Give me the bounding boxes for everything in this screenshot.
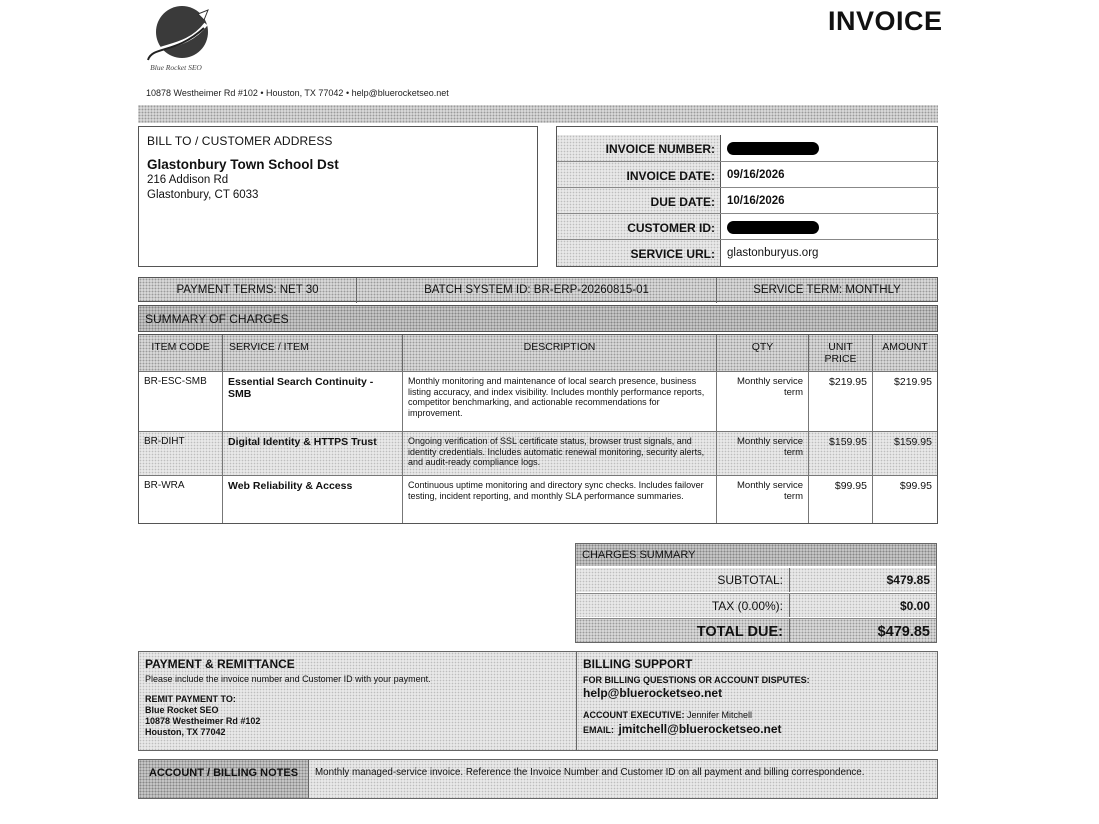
- customer-address-line2: Glastonbury, CT 6033: [147, 189, 259, 201]
- item-qty: Monthly service term: [717, 372, 809, 431]
- bill-to-box: [138, 126, 538, 267]
- rocket-globe-logo-icon: [146, 4, 212, 76]
- col-service-item: SERVICE / ITEM: [223, 335, 403, 371]
- service-url-row: [557, 239, 939, 265]
- payment-note: Please include the invoice number and Customer ID with your payment.: [145, 674, 431, 684]
- item-code: BR-DIHT: [139, 432, 223, 475]
- col-amount: AMOUNT: [882, 341, 928, 353]
- exec-email-label: EMAIL:: [583, 725, 614, 735]
- invoice-date-label: INVOICE DATE:: [557, 162, 721, 188]
- item-code: BR-ESC-SMB: [139, 372, 223, 431]
- col-qty: QTY: [717, 335, 809, 371]
- summary-of-charges-heading: SUMMARY OF CHARGES: [138, 305, 938, 332]
- remit-label: REMIT PAYMENT TO:: [145, 694, 236, 704]
- col-description: DESCRIPTION: [403, 335, 717, 371]
- service-url-value: glastonburyus.org: [727, 247, 819, 259]
- subtotal-row: [576, 568, 936, 592]
- exec-label: ACCOUNT EXECUTIVE:: [583, 710, 685, 720]
- table-header: [139, 335, 937, 371]
- logo-wordmark: Blue Rocket SEO: [150, 63, 202, 72]
- exec-email-line: [583, 720, 931, 738]
- item-service: Essential Search Continuity - SMB: [223, 372, 403, 431]
- charges-summary-heading: CHARGES SUMMARY: [576, 544, 936, 566]
- item-qty: Monthly service term: [717, 432, 809, 475]
- invoice-info-box: [556, 126, 938, 267]
- bill-to-heading: BILL TO / CUSTOMER ADDRESS: [147, 134, 333, 148]
- item-amount: $159.95: [894, 436, 932, 448]
- payment-section: [138, 651, 938, 751]
- total-due-row: [576, 618, 936, 642]
- item-qty: Monthly service term: [717, 476, 809, 523]
- invoice-number-row: [557, 135, 939, 161]
- customer-id-label: CUSTOMER ID:: [557, 214, 721, 240]
- col-unit-price: UNIT PRICE: [809, 335, 873, 371]
- item-service: Digital Identity & HTTPS Trust: [223, 432, 403, 475]
- item-service: Web Reliability & Access: [223, 476, 403, 523]
- notes-label: ACCOUNT / BILLING NOTES: [139, 760, 309, 798]
- item-unit-price: $159.95: [809, 432, 873, 475]
- invoice-date-value: 09/16/2026: [727, 169, 785, 181]
- item-description: Continuous uptime monitoring and directory sync checks. Includes failover testing, incident reporting, and monthly SLA performance summaries.: [403, 476, 717, 523]
- tax-row: [576, 593, 936, 617]
- item-unit-price: $219.95: [809, 372, 873, 431]
- remit-name: Blue Rocket SEO: [145, 705, 219, 715]
- batch-system-id: BATCH SYSTEM ID: BR-ERP-20260815-01: [357, 278, 717, 303]
- item-code: BR-WRA: [139, 476, 223, 523]
- billing-support: [577, 652, 937, 750]
- exec-name: Jennifer Mitchell: [687, 710, 753, 720]
- charges-summary-box: [575, 543, 937, 643]
- payment-terms: PAYMENT TERMS: NET 30: [139, 278, 357, 303]
- redacted-customer-id: [727, 221, 819, 234]
- notes-text: Monthly managed-service invoice. Reference the Invoice Number and Customer ID on all payment and billing correspondence.: [315, 767, 865, 778]
- support-heading: BILLING SUPPORT: [583, 657, 693, 671]
- table-row: [139, 371, 937, 431]
- col-item-code: ITEM CODE: [139, 335, 223, 371]
- payment-heading: PAYMENT & REMITTANCE: [145, 657, 295, 671]
- support-questions: FOR BILLING QUESTIONS OR ACCOUNT DISPUTES:: [583, 675, 810, 685]
- total-due-label: TOTAL DUE:: [576, 619, 790, 642]
- item-unit-price: $99.95: [809, 476, 873, 523]
- tax-value: $0.00: [899, 599, 930, 613]
- header-divider-band: [138, 105, 938, 123]
- remit-address1: 10878 Westheimer Rd #102: [145, 716, 261, 726]
- table-row: [139, 475, 937, 523]
- customer-id-row: [557, 213, 939, 239]
- line-items-table: [138, 334, 938, 524]
- service-term: SERVICE TERM: MONTHLY: [753, 284, 901, 296]
- tax-label: TAX (0.00%):: [576, 594, 790, 617]
- customer-address-line1: 216 Addison Rd: [147, 174, 229, 186]
- redacted-invoice-number: [727, 142, 819, 155]
- item-description: Monthly monitoring and maintenance of local search presence, business listing accuracy, and index visibility. Includes monthly performance reports, competitor benchmarking, and actionable recommendations for improvement.: [403, 372, 717, 431]
- remit-address2: Houston, TX 77042: [145, 727, 226, 737]
- item-amount: $219.95: [894, 376, 932, 388]
- company-address-line: 10878 Westheimer Rd #102 • Houston, TX 77042 • help@bluerocketseo.net: [146, 88, 449, 98]
- exec-email: jmitchell@bluerocketseo.net: [618, 722, 782, 736]
- account-executive: [583, 710, 931, 720]
- support-email: help@bluerocketseo.net: [583, 686, 723, 700]
- invoice-number-label: INVOICE NUMBER:: [557, 135, 721, 161]
- item-description: Ongoing verification of SSL certificate status, browser trust signals, and identity credentials. Includes automatic renewal monitoring, security alerts, and audit-ready compliance logs.: [403, 432, 717, 475]
- payment-remittance: [139, 652, 577, 750]
- terms-band: [138, 277, 938, 302]
- billing-notes: [138, 759, 938, 799]
- service-url-label: SERVICE URL:: [557, 240, 721, 266]
- due-date-row: [557, 187, 939, 213]
- invoice-date-row: [557, 161, 939, 187]
- invoice-title: INVOICE: [828, 6, 943, 36]
- company-logo: [146, 4, 212, 76]
- customer-name: Glastonbury Town School Dst: [147, 157, 339, 172]
- total-due-value: $479.85: [877, 624, 930, 640]
- due-date-label: DUE DATE:: [557, 188, 721, 214]
- subtotal-value: $479.85: [886, 573, 930, 587]
- table-row: [139, 431, 937, 475]
- due-date-value: 10/16/2026: [727, 195, 785, 207]
- item-amount: $99.95: [899, 480, 932, 492]
- subtotal-label: SUBTOTAL:: [576, 568, 790, 592]
